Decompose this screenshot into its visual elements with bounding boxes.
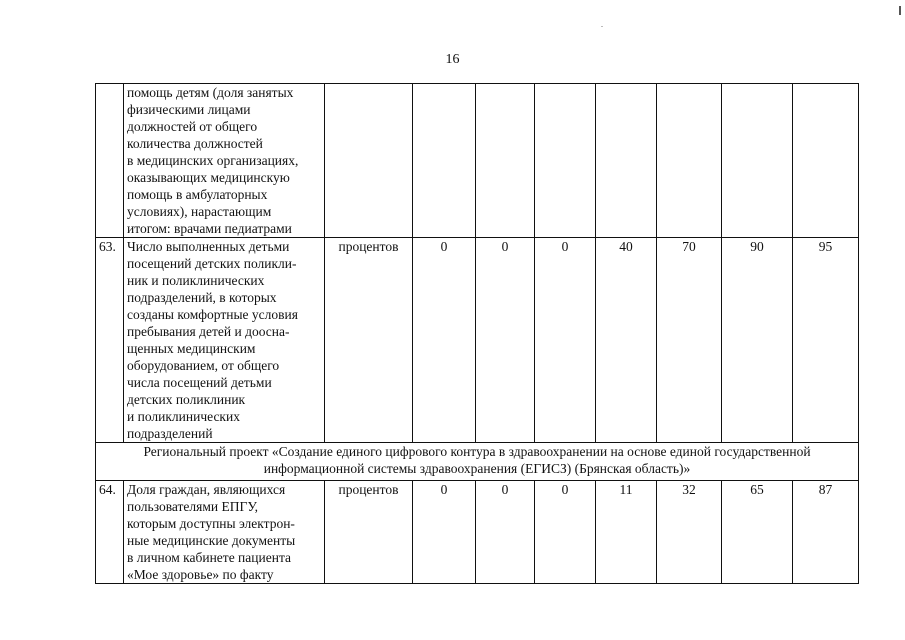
value-cell <box>596 84 657 238</box>
value-cell: 0 <box>535 238 596 443</box>
value-cell <box>535 84 596 238</box>
page-number: 16 <box>445 52 460 67</box>
value-cell: 0 <box>476 481 535 584</box>
indicator-description: Число выполненных детьми посещений детских поликли- ник и поликлинических подразделений, в которых созданы комфортные условия пребывания детей и доосна- щенных медицинским оборудованием, от общего числа посещений детьми детских поликлиник и поликлинических подразделений <box>124 238 325 443</box>
scan-edge-mark <box>899 6 901 15</box>
indicators-table <box>95 83 859 584</box>
value-cell: 32 <box>657 481 722 584</box>
value-cell: 0 <box>535 481 596 584</box>
value-cell <box>657 84 722 238</box>
value-cell: 90 <box>722 238 793 443</box>
value-cell: 95 <box>793 238 859 443</box>
value-cell <box>476 84 535 238</box>
value-cell: 40 <box>596 238 657 443</box>
value-cell <box>722 84 793 238</box>
value-cell: 65 <box>722 481 793 584</box>
unit-cell: процентов <box>325 238 413 443</box>
row-number <box>96 84 124 238</box>
value-cell: 87 <box>793 481 859 584</box>
value-cell: 0 <box>413 238 476 443</box>
unit-cell <box>325 84 413 238</box>
row-number: 64. <box>96 481 124 584</box>
value-cell: 70 <box>657 238 722 443</box>
indicator-description: Доля граждан, являющихся пользователями ЕПГУ, которым доступны электрон- ные медицинские документы в личном кабинете пациента «Мое здоровье» по факту <box>124 481 325 584</box>
value-cell: 11 <box>596 481 657 584</box>
value-cell: 0 <box>413 481 476 584</box>
value-cell: 0 <box>476 238 535 443</box>
row-number: 63. <box>96 238 124 443</box>
value-cell <box>413 84 476 238</box>
value-cell <box>793 84 859 238</box>
indicator-description: помощь детям (доля занятых физическими лицами должностей от общего количества должностей в медицинских организациях, оказывающих медицинскую помощь в амбулаторных условиях), нарастающим итогом: врачами педиатрами <box>124 84 325 238</box>
table-row <box>96 84 859 238</box>
scan-dust-mark <box>601 26 603 27</box>
table-row <box>96 481 859 584</box>
regional-project-title: Региональный проект «Создание единого цифрового контура в здравоохранении на основе единой государственной информационной системы здравоохранения (ЕГИСЗ) (Брянская область)» <box>96 443 859 481</box>
unit-cell: процентов <box>325 481 413 584</box>
table-row <box>96 238 859 443</box>
section-header-row <box>96 443 859 481</box>
